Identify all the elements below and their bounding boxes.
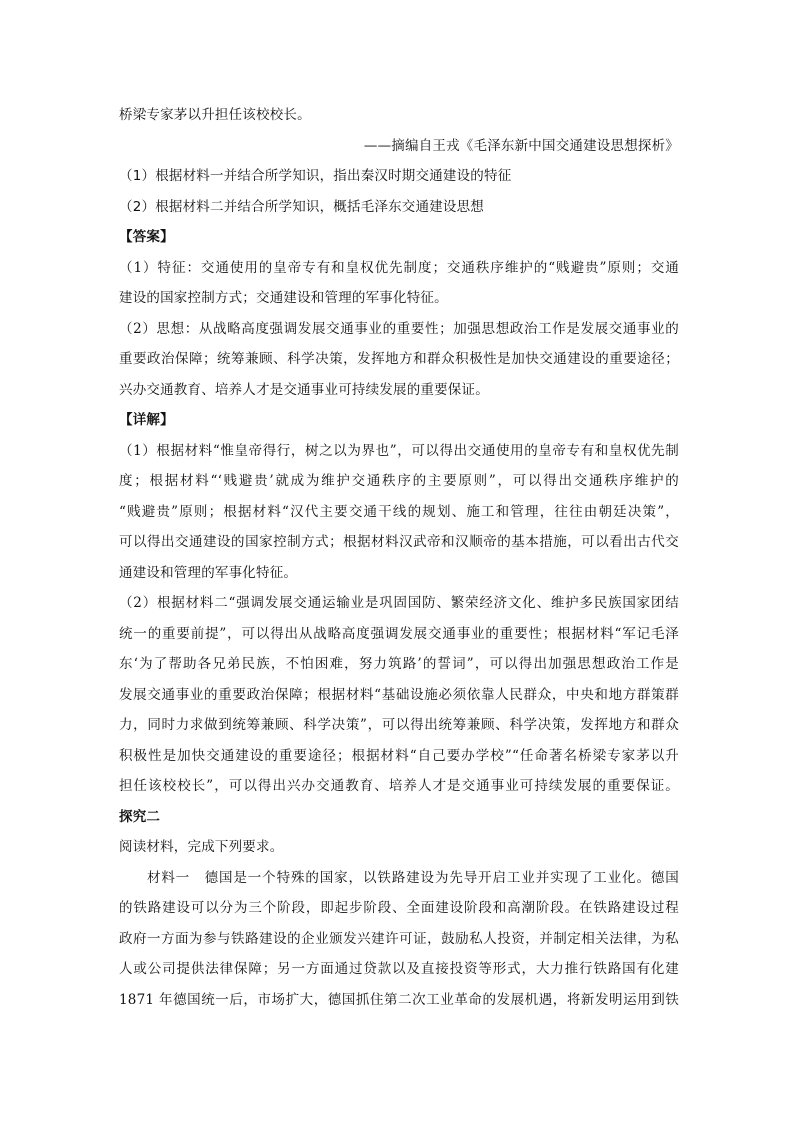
text-line: （1）根据材料“惟皇帝得行，树之以为界也”，可以得出交通使用的皇帝专有和皇权优先制 — [119, 442, 679, 459]
text-line: 担任该校校长”，可以得出兴办交通教育、培养人才是交通事业可持续发展的重要保证。 — [119, 778, 679, 794]
text-line: 政府一方面为参与铁路建设的企业颁发兴建许可证，鼓励私人投资，并制定相关法律，为私 — [119, 930, 679, 947]
text-line: 通建设和管理的军事化特征。 — [119, 564, 298, 581]
section-heading: 探究二 — [119, 808, 161, 825]
text-line: 度；根据材料“‘贱避贵’就成为维护交通秩序的主要原则”，可以得出交通秩序维护的 — [119, 473, 679, 489]
text-line: 可以得出交通建设的国家控制方式；根据材料汉武帝和汉顺帝的基本措施，可以看出古代交 — [119, 534, 679, 550]
answer-heading: 【答案】 — [119, 229, 174, 245]
question-2: （2）根据材料二并结合所学知识，概括毛泽东交通建设思想 — [119, 198, 484, 215]
text-line: 1871 年德国统一后，市场扩大，德国抓住第二次工业革命的发展机遇，将新发明运用到铁 — [119, 991, 679, 1008]
text-line: 统一的重要前提”，可以得出从战略高度强调发展交通事业的重要性；根据材料“军记毛泽 — [119, 625, 679, 642]
material-paragraph-start: 材料一 德国是一个特殊的国家，以铁路建设为先导开启工业并实现了工业化。德国 — [147, 869, 679, 886]
text-line: 力，同时力求做到统筹兼顾、科学决策”，可以得出统筹兼顾、科学决策，发挥地方和群众 — [119, 717, 679, 733]
text-line: “贱避贵”原则；根据材料“汉代主要交通干线的规划、施工和管理，往往由朝廷决策”， — [119, 503, 679, 520]
text-line: 重要政治保障；统筹兼顾、科学决策，发挥地方和群众积极性是加快交通建设的重要途径； — [119, 351, 679, 367]
text-line: 桥梁专家茅以升担任该校校长。 — [119, 107, 311, 123]
text-line: 的铁路建设可以分为三个阶段，即起步阶段、全面建设阶段和高潮阶段。在铁路建设过程 — [119, 900, 679, 916]
text-line: （1）特征：交通使用的皇帝专有和皇权优先制度；交通秩序维护的“贱避贵”原则；交通 — [119, 259, 679, 276]
text-line: 建设的国家控制方式；交通建设和管理的军事化特征。 — [119, 290, 448, 306]
question-1: （1）根据材料一并结合所学知识，指出秦汉时期交通建设的特征 — [119, 168, 512, 184]
instruction-line: 阅读材料，完成下列要求。 — [119, 839, 284, 855]
explanation-heading: 【详解】 — [119, 412, 174, 428]
document-body — [119, 100, 679, 1015]
source-citation: ——摘编自王戎《毛泽东新中国交通建设思想探析》 — [363, 137, 679, 154]
text-line: 发展交通事业的重要政治保障；根据材料“基础设施必须依靠人民群众，中央和地方群策群 — [119, 686, 679, 703]
text-line: （2）根据材料二“强调发展交通运输业是巩固国防、繁荣经济文化、维护多民族国家团结 — [119, 595, 679, 611]
text-line: 兴办交通教育、培养人才是交通事业可持续发展的重要保证。 — [119, 381, 489, 398]
text-line: 积极性是加快交通建设的重要途径；根据材料“自己要办学校”“任命著名桥梁专家茅以升 — [119, 747, 679, 764]
text-line: 东‘为了帮助各兄弟民族，不怕困难，努力筑路’的誓词”，可以得出加强思想政治工作是 — [119, 656, 679, 672]
text-line: 人或公司提供法律保障；另一方面通过贷款以及直接投资等形式，大力推行铁路国有化建 — [119, 961, 679, 977]
text-line: （2）思想：从战略高度强调发展交通事业的重要性；加强思想政治工作是发展交通事业的 — [119, 320, 679, 337]
